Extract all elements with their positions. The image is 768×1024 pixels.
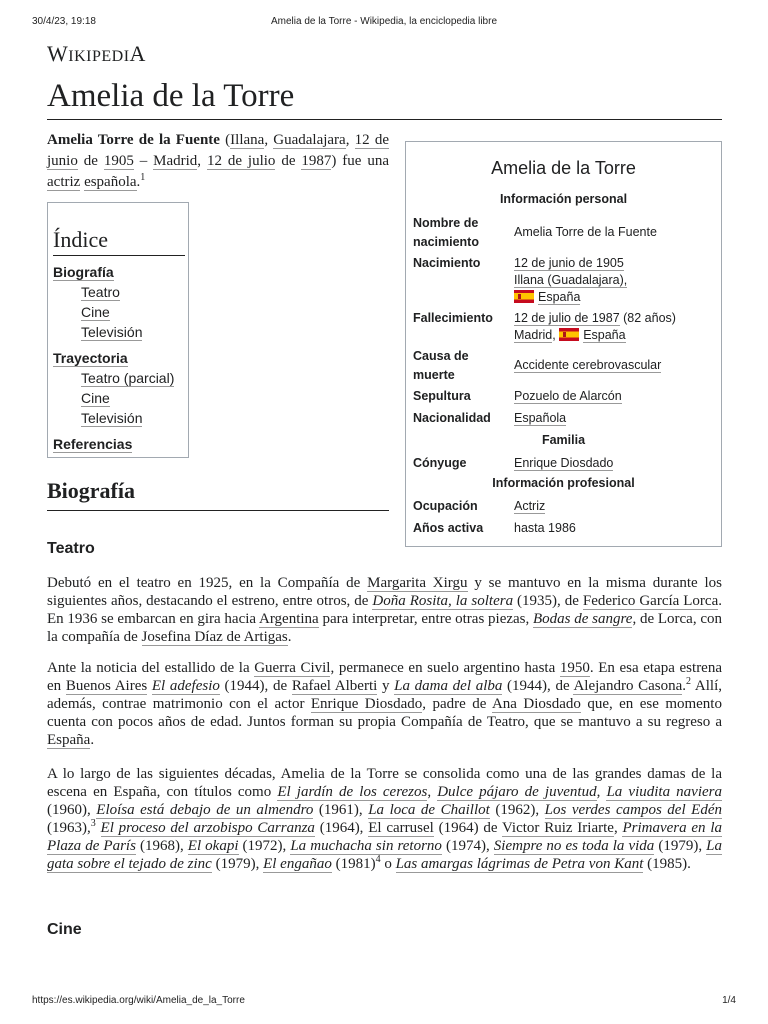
print-page-number: 1/4	[722, 995, 736, 1006]
infobox-label-nacionalidad: Nacionalidad	[413, 411, 491, 425]
link-alberti[interactable]: Rafael Alberti	[291, 678, 378, 694]
link-nac-place[interactable]: Illana (Guadalajara),	[514, 273, 628, 287]
link-nac-country[interactable]: España	[538, 290, 581, 304]
link-guadalajara[interactable]: Guadalajara	[273, 132, 346, 148]
print-title: Amelia de la Torre - Wikipedia, la enciclopedia libre	[270, 16, 498, 27]
infobox-fall-age: (82 años)	[619, 311, 676, 325]
infobox-value-nacionalidad	[514, 410, 719, 427]
link-proceso[interactable]: El proceso del arzobispo Carranza	[100, 820, 315, 836]
link-sepultura[interactable]: Pozuelo de Alarcón	[514, 389, 622, 403]
infobox-value-conyuge	[514, 455, 719, 472]
infobox	[405, 141, 722, 547]
link-buenos-aires[interactable]: Buenos Aires	[65, 678, 148, 694]
link-birth-day[interactable]: 12 de junio	[47, 132, 389, 169]
infobox-value-sepultura	[514, 388, 719, 405]
link-guerra-civil[interactable]: Guerra Civil	[254, 660, 331, 676]
toc-item-cine[interactable]: Cine	[81, 304, 110, 320]
infobox-label-nacimiento: Nacimiento	[413, 256, 481, 270]
link-conyuge[interactable]: Enrique Diosdado	[514, 456, 614, 470]
infobox-label-sepultura: Sepultura	[413, 389, 471, 403]
infobox-label-nombre: Nombre de nacimiento	[413, 216, 479, 249]
wordmark-last: A	[129, 41, 146, 66]
link-birth-year[interactable]: 1905	[103, 153, 134, 169]
link-rosita[interactable]: Doña Rosita, la soltera	[372, 593, 514, 609]
link-primavera[interactable]: Primavera en la Plaza de París	[47, 820, 722, 854]
link-fall-date[interactable]: 12 de julio de 1987	[514, 311, 620, 325]
lead-text: ,	[264, 132, 274, 148]
lead-text: –	[133, 153, 154, 169]
ref-3[interactable]: 3	[90, 818, 96, 829]
lead-text: de	[275, 153, 302, 169]
toc-item-trayectoria-television[interactable]: Televisión	[81, 410, 143, 426]
link-verdes[interactable]: Los verdes campos del Edén	[544, 802, 722, 818]
print-header	[0, 16, 768, 30]
toc-item-trayectoria[interactable]: Trayectoria	[53, 350, 128, 366]
subsection-heading-cine: Cine	[47, 921, 82, 938]
toc-item-teatro-parcial[interactable]: Teatro (parcial)	[81, 370, 175, 386]
link-causa[interactable]: Accidente cerebrovascular	[514, 358, 662, 372]
link-ana[interactable]: Ana Diosdado	[491, 696, 581, 712]
infobox-section-personal: Información personal	[499, 192, 628, 206]
link-gata[interactable]: La gata sobre el tejado de zinc	[47, 838, 722, 872]
toc-item-referencias[interactable]: Referencias	[53, 436, 133, 452]
wordmark-first: W	[47, 41, 69, 66]
spain-flag-icon	[559, 328, 579, 341]
infobox-title: Amelia de la Torre	[491, 158, 636, 178]
link-muchacha[interactable]: La muchacha sin retorno	[290, 838, 442, 854]
infobox-value-fallecimiento	[514, 310, 719, 344]
toc-item-biografia[interactable]: Biografía	[53, 264, 114, 280]
link-casona[interactable]: Alejandro Casona	[573, 678, 683, 694]
link-death-year[interactable]: 1987	[301, 153, 332, 169]
table-of-contents	[47, 202, 189, 458]
subsection-heading-teatro: Teatro	[47, 540, 95, 557]
toc-title: Índice	[53, 227, 185, 256]
link-bodas[interactable]: Bodas de sangre	[533, 611, 633, 627]
link-ocupacion[interactable]: Actriz	[514, 499, 546, 513]
link-dulce[interactable]: Dulce pájaro de juventud	[437, 784, 597, 800]
infobox-value-nacimiento	[514, 255, 719, 306]
lead-text: de	[77, 153, 104, 169]
link-adefesio[interactable]: El adefesio	[151, 678, 220, 694]
ref-4[interactable]: 4	[375, 854, 381, 865]
link-nac-date[interactable]: 12 de junio de 1905	[514, 256, 624, 270]
infobox-label-fallecimiento: Fallecimiento	[413, 311, 493, 325]
link-1950[interactable]: 1950	[559, 660, 590, 676]
toc-item-teatro[interactable]: Teatro	[81, 284, 120, 300]
link-lorca[interactable]: Federico García Lorca	[582, 593, 719, 609]
toc-item-trayectoria-cine[interactable]: Cine	[81, 390, 110, 406]
link-okapi[interactable]: El okapi	[187, 838, 239, 854]
link-death-day[interactable]: 12 de julio	[206, 153, 276, 169]
link-nacionalidad[interactable]: Española	[514, 411, 567, 425]
infobox-label-ocupacion: Ocupación	[413, 499, 478, 513]
infobox-value-anos: hasta 1986	[514, 521, 576, 535]
lead-name: Amelia Torre de la Fuente	[47, 132, 220, 148]
link-espanola[interactable]: española	[84, 174, 137, 190]
ref-1[interactable]: 1	[140, 172, 146, 183]
link-amargas[interactable]: Las amargas lágrimas de Petra von Kant	[395, 856, 644, 872]
infobox-label-causa: Causa de muerte	[413, 349, 469, 382]
lead-text: .	[136, 174, 141, 190]
link-fall-place[interactable]: Madrid	[514, 328, 553, 342]
print-url: https://es.wikipedia.org/wiki/Amelia_de_la_Torre	[32, 995, 245, 1006]
link-espana[interactable]: España	[47, 732, 91, 748]
lead-text: ) fue una	[331, 153, 389, 169]
link-viudita[interactable]: La viudita naviera	[606, 784, 722, 800]
link-victor[interactable]: Victor Ruiz Iriarte	[502, 820, 614, 836]
paragraph-teatro-1: Debutó en el teatro en 1925, en la Compañía de Margarita Xirgu y se mantuvo en la misma durante los siguientes años, destacando el estreno, entre otros, de Doña Rosita, la soltera (1935), de Federico García Lorca. En 1936 se embarcan en gira hacia Argentina para interpretar, entre otras piezas, Bodas de sangre, de Lorca, con la compañía de Josefina Díaz de Artigas.	[47, 575, 722, 645]
infobox-value-nombre: Amelia Torre de la Fuente	[514, 225, 657, 239]
link-loca[interactable]: La loca de Chaillot	[368, 802, 490, 818]
link-siempre[interactable]: Siempre no es toda la vida	[493, 838, 655, 854]
section-heading-biografia: Biografía	[47, 478, 389, 511]
infobox-fall-comma: ,	[552, 328, 556, 342]
lead-text: ,	[345, 132, 355, 148]
print-footer	[0, 995, 768, 1009]
ref-2[interactable]: 2	[686, 676, 692, 687]
infobox-label-anos: Años activa	[413, 521, 484, 535]
infobox-label-conyuge: Cónyuge	[413, 456, 467, 470]
paragraph-teatro-3: A lo largo de las siguientes décadas, Amelia de la Torre se consolida como una de las grandes damas de la escena en España, con títulos como El jardín de los cerezos, Dulce pájaro de juventud, La viudita naviera (1960), Eloísa está debajo de un almendro (1961), La loca de Chaillot (1962), Los verdes campos del Edén (1963),$^3$ El proceso del arzobispo Carranza (1964), El carrusel (1964) de Victor Ruiz Iriarte, Primavera en la Plaza de París (1968), El okapi (1972), La muchacha sin retorno (1974), Siempre no es toda la vida (1979), La gata sobre el tejado de zinc (1979), El engañao $(1981)^4$ o Las amargas lágrimas de Petra von Kant (1985).	[47, 766, 722, 872]
lead-text: (	[219, 132, 231, 148]
link-fall-country[interactable]: España	[583, 328, 626, 342]
infobox-section-familia: Familia	[541, 433, 586, 447]
paragraph-teatro-2: Ante la noticia del estallido de la Guerra Civil, permanece en suelo argentino hasta 1950. En esa etapa estrena en Buenos Aires El adefesio (1944), de Rafael Alberti y La dama del alba (1944), de Alejandro Casona.$^2$ Allí, además, contrae matrimonio con el actor Enrique Diosdado, padre de Ana Diosdado que, en ese momento cuenta con pocos años de edad. Juntos forman su propia Compañía de Teatro, que se mantuvo a su regreso a España.	[47, 660, 722, 748]
link-madrid[interactable]: Madrid	[153, 153, 198, 169]
link-jardin[interactable]: El jardín de los cerezos	[277, 784, 428, 800]
link-enrique[interactable]: Enrique Diosdado	[310, 696, 423, 712]
link-actriz[interactable]: actriz	[47, 174, 81, 190]
lead-paragraph	[47, 130, 389, 193]
toc-item-television[interactable]: Televisión	[81, 324, 143, 340]
wordmark-middle: IKIPEDI	[68, 48, 130, 65]
lead-text: ,	[197, 153, 207, 169]
link-argentina[interactable]: Argentina	[259, 611, 319, 627]
infobox-value-causa	[514, 357, 719, 374]
link-dama[interactable]: La dama del alba	[394, 678, 503, 694]
wikipedia-wordmark[interactable]	[47, 41, 146, 67]
infobox-section-profesional: Información profesional	[492, 476, 635, 490]
link-illana[interactable]: Illana	[230, 132, 265, 148]
link-eloisa[interactable]: Eloísa está debajo de un almendro	[96, 802, 314, 818]
spain-flag-icon	[514, 290, 534, 303]
print-timestamp: 30/4/23, 19:18	[32, 16, 96, 27]
link-xirgu[interactable]: Margarita Xirgu	[367, 575, 468, 591]
link-enganao[interactable]: El engañao	[263, 856, 332, 872]
link-josefina[interactable]: Josefina Díaz de Artigas	[141, 629, 288, 645]
page-title: Amelia de la Torre	[47, 74, 722, 120]
infobox-value-ocupacion	[514, 498, 719, 515]
link-carrusel[interactable]: El carrusel	[368, 820, 434, 836]
